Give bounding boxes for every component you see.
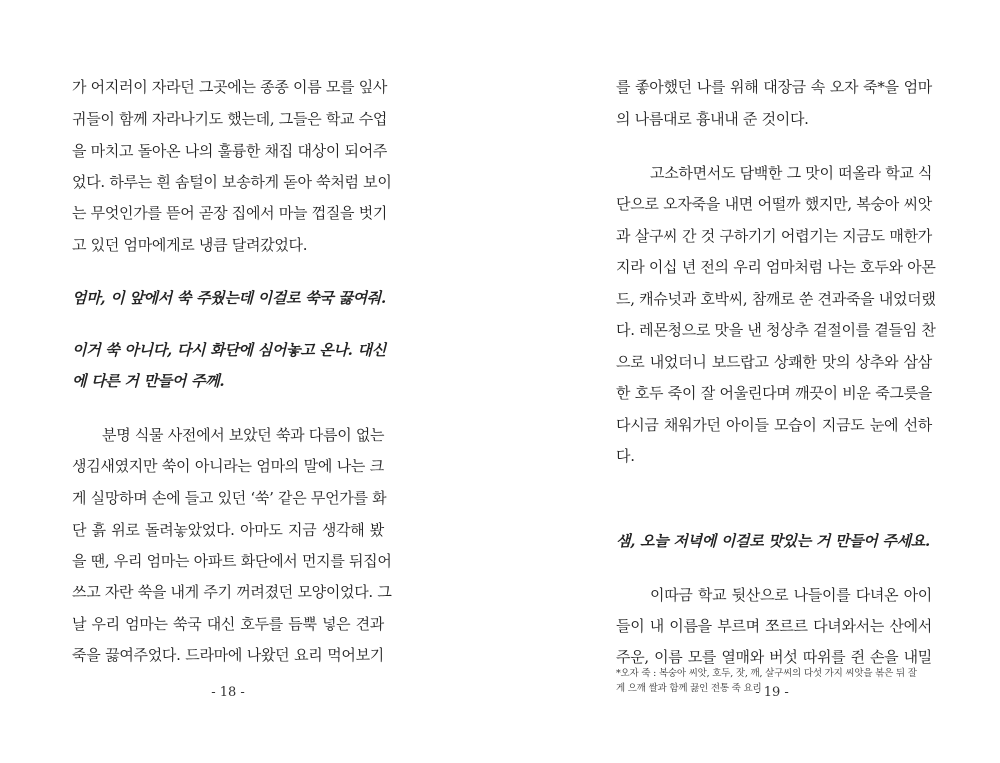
body-line: 드, 캐슈넛과 호박씨, 참깨로 쑨 견과죽을 내었더랬: [616, 290, 936, 308]
dialogue-line: 엄마, 이 앞에서 쑥 주웠는데 이걸로 쑥국 끓여줘.: [72, 289, 386, 307]
body-line: 이따금 학교 뒷산으로 나들이를 다녀온 아이: [650, 586, 932, 604]
dialogue-line: 샘, 오늘 저녁에 이걸로 맛있는 거 만들어 주세요.: [616, 532, 930, 550]
body-line: 한 호두 죽이 잘 어울린다며 깨끗이 비운 죽그릇을: [616, 384, 932, 402]
body-line: 다.: [616, 447, 635, 465]
body-line: 주운, 이름 모를 열매와 버섯 따위를 쥔 손을 내밀: [616, 648, 932, 666]
body-line: 는 무엇인가를 뜯어 곧장 집에서 마늘 껍질을 벗기: [72, 204, 388, 222]
body-line: 분명 식물 사전에서 보았던 쑥과 다름이 없는: [102, 426, 385, 444]
body-line: 과 살구씨 간 것 구하기기 어렵기는 지금도 매한가: [616, 227, 932, 245]
body-line: 를 좋아했던 나를 위해 대장금 속 오자 죽*을 엄마: [616, 78, 932, 96]
body-line: 의 나름대로 흉내내 준 것이다.: [616, 110, 809, 128]
right-page: [616, 0, 936, 763]
body-line: 날 우리 엄마는 쑥국 대신 호두를 듬뿍 넣은 견과: [72, 615, 384, 633]
dialogue-line: 에 다른 거 만들어 주께.: [72, 372, 225, 390]
body-line: 쓰고 자란 쑥을 내게 주기 꺼려졌던 모양이었다. 그: [72, 583, 392, 601]
body-line: 단 흙 위로 돌려놓았었다. 아마도 지금 생각해 봤: [72, 521, 384, 539]
body-line: 들이 내 이름을 부르며 쪼르르 다녀와서는 산에서: [616, 617, 932, 635]
page-number: - 18 -: [211, 685, 245, 700]
body-line: 죽을 끓여주었다. 드라마에 나왔던 요리 먹어보기: [72, 646, 384, 664]
footnote-line: *오자 죽 : 복숭아 씨앗, 호두, 잣, 깨, 살구씨의 다섯 가지 씨앗을 볶은 뒤 잘: [616, 668, 917, 679]
body-line: 으로 내었더니 보드랍고 상쾌한 맛의 상추와 삼삼: [616, 353, 932, 371]
footnote-line: 게 으깨 쌀과 함께 끓인 전통 죽 요리: [616, 683, 762, 694]
body-line: 생김새였지만 쑥이 아니라는 엄마의 말에 나는 크: [72, 457, 384, 475]
body-line: 게 실망하며 손에 들고 있던 ‘쑥’ 같은 무언가를 화: [72, 489, 387, 507]
dialogue-line: 이거 쑥 아니다, 다시 화단에 심어놓고 온나. 대신: [72, 341, 386, 359]
body-line: 단으로 오자죽을 내면 어떨까 했지만, 복숭아 씨앗: [616, 195, 932, 213]
body-line: 었다. 하루는 흰 솜털이 보송하게 돋아 쑥처럼 보이: [72, 173, 392, 191]
body-line: 고 있던 엄마에게로 냉큼 달려갔었다.: [72, 236, 308, 254]
body-line: 다. 레몬청으로 맛을 낸 청상추 겉절이를 곁들임 찬: [616, 321, 936, 339]
body-line: 귀들이 함께 자라나기도 했는데, 그들은 학교 수업: [72, 110, 388, 128]
left-page: [72, 0, 392, 763]
body-line: 가 어지러이 자라던 그곳에는 종종 이름 모를 잎사: [72, 78, 388, 96]
body-line: 을 마치고 돌아온 나의 훌륭한 채집 대상이 되어주: [72, 142, 388, 160]
body-line: 고소하면서도 담백한 그 맛이 떠올라 학교 식: [650, 164, 933, 182]
body-line: 다시금 채워가던 아이들 모습이 지금도 눈에 선하: [616, 416, 932, 434]
page-number: - 19 -: [755, 685, 789, 700]
body-line: 을 땐, 우리 엄마는 아파트 화단에서 먼지를 뒤집어: [72, 552, 392, 570]
body-line: 지라 이십 년 전의 우리 엄마처럼 나는 호두와 아몬: [616, 258, 936, 276]
